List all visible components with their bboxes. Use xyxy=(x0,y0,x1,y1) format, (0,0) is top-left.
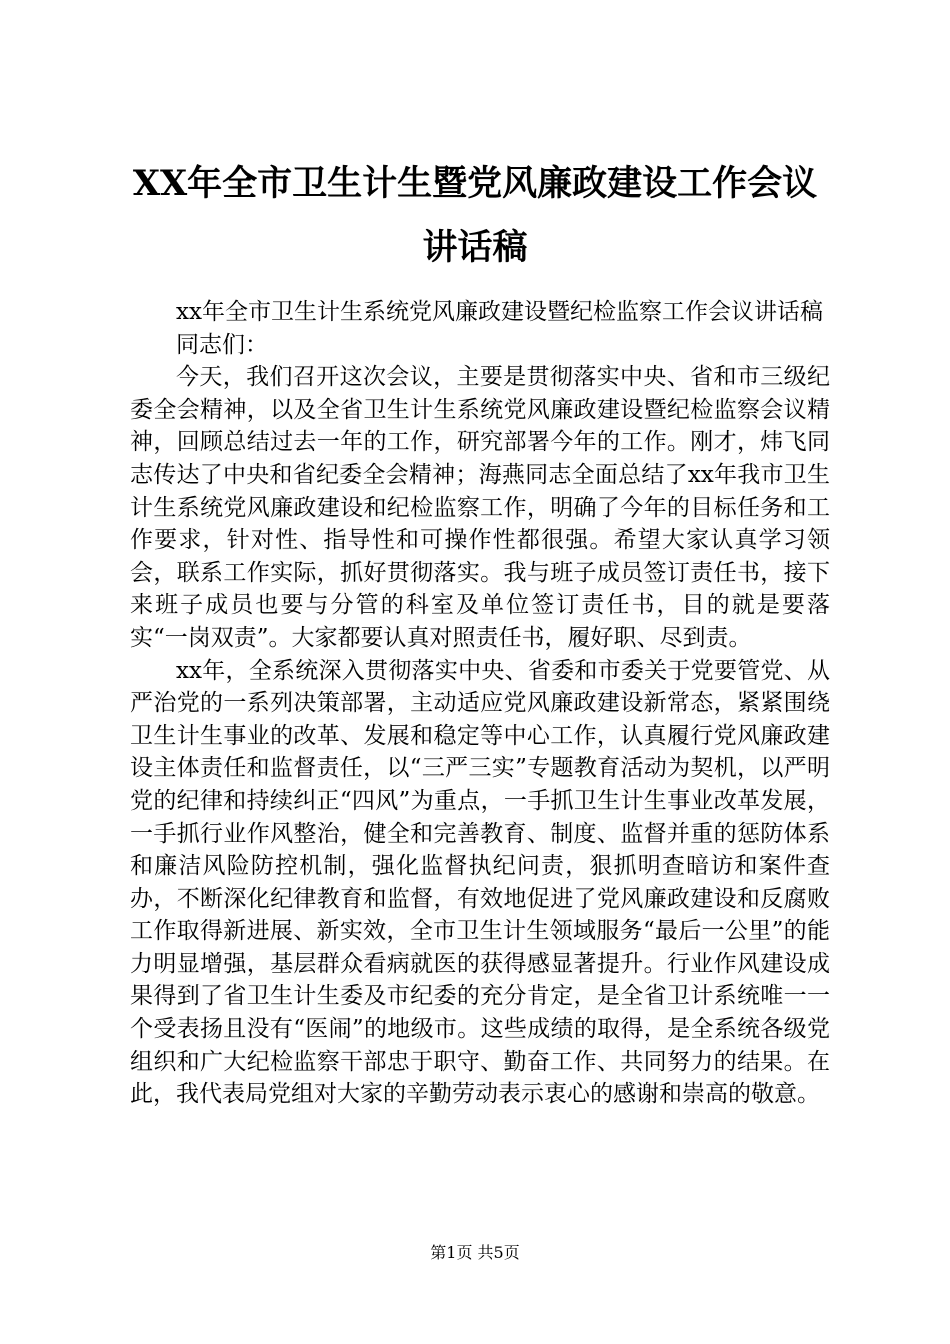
body-paragraph: 今天，我们召开这次会议，主要是贯彻落实中央、省和市三级纪委全会精神，以及全省卫生计生系统党风廉政建设暨纪检监察会议精神，回顾总结过去一年的工作，研究部署今年的工作。刚才，炜飞同志传达了中央和省纪委全会精神；海燕同志全面总结了xx年我市卫生计生系统党风廉政建设和纪检监察工作，明确了今年的目标任务和工作要求，针对性、指导性和可操作性都很强。希望大家认真学习领会，联系工作实际，抓好贯彻落实。我与班子成员签订责任书，接下来班子成员也要与分管的科室及单位签订责任书，目的就是要落实“一岗双责”。大家都要认真对照责任书，履好职、尽到责。 xyxy=(130,364,830,651)
salutation-paragraph: 同志们： xyxy=(176,331,268,358)
body-paragraph: xx年，全系统深入贯彻落实中央、省委和市委关于党要管党、从严治党的一系列决策部署，主动适应党风廉政建设新常态，紧紧围绕卫生计生事业的改革、发展和稳定等中心工作，认真履行党风廉政建设主体责任和监督责任，以“三严三实”专题教育活动为契机，以严明党的纪律和持续纠正“四风”为重点，一手抓卫生计生事业改革发展，一手抓行业作风整治，健全和完善教育、制度、监督并重的惩防体系和廉洁风险防控机制，强化监督执纪问责，狠抓明查暗访和案件查办，不断深化纪律教育和监督，有效地促进了党风廉政建设和反腐败工作取得新进展、新实效，全市卫生计生领域服务“最后一公里”的能力明显增强，基层群众看病就医的获得感显著提升。行业作风建设成果得到了省卫生计生委及市纪委的充分肯定，是全省卫计系统唯一一个受表扬且没有“医闹”的地级市。这些成绩的取得，是全系统各级党组织和广大纪检监察干部忠于职守、勤奋工作、共同努力的结果。在此，我代表局党组对大家的辛勤劳动表示衷心的感谢和崇高的敬意。 xyxy=(130,657,830,1108)
document-title-line-1: XX年全市卫生计生暨党风廉政建设工作会议 xyxy=(132,163,818,204)
subtitle-paragraph: xx年全市卫生计生系统党风廉政建设暨纪检监察工作会议讲话稿 xyxy=(176,299,823,325)
page-number-footer: 第1页 共5页 xyxy=(430,1243,520,1262)
document-title-line-2: 讲话稿 xyxy=(422,227,528,268)
document-body xyxy=(130,296,830,1111)
